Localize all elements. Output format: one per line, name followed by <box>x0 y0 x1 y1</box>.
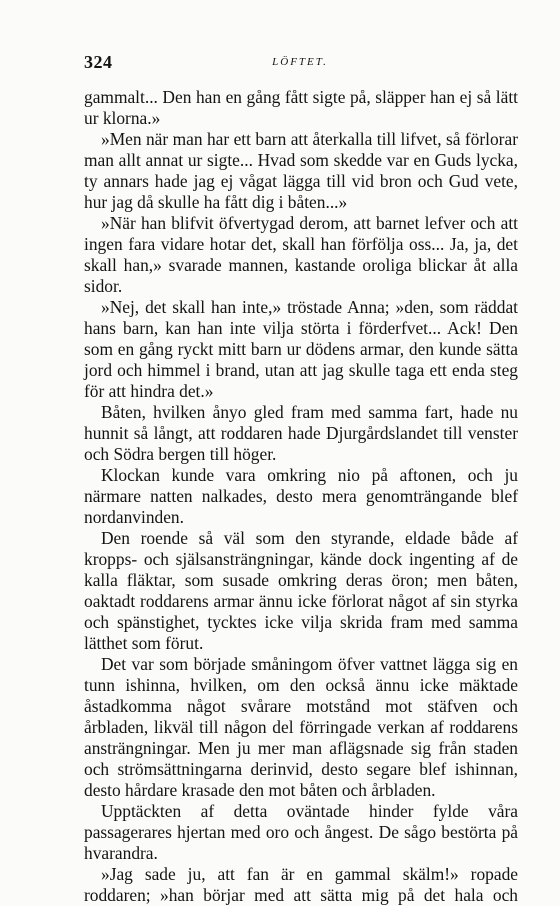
paragraph: Båten, hvilken ånyo gled fram med samma fart, hade nu hunnit så långt, att roddaren hade Djurgårdslandet till venster och Södra bergen till höger. <box>84 402 518 464</box>
paragraph: »När han blifvit öfvertygad derom, att barnet lefver och att ingen fara vidare hotar det, skall han förfölja oss... Ja, ja, det skall han,» svarade mannen, kastande oroliga blickar åt alla sidor. <box>84 213 518 296</box>
paragraph: gammalt... Den han en gång fått sigte på, släpper han ej så lätt ur klorna.» <box>84 87 518 128</box>
paragraph: »Men när man har ett barn att återkalla till lifvet, så förlorar man allt annat ur sigte... Hvad som skedde var en Guds lycka, ty annars hade jag ej vågat lägga till vid bron och Gud vete, hur jag då skulle ha fått dig i båten...» <box>84 129 518 212</box>
paragraph: Den roende så väl som den styrande, eldade både af kropps- och själsansträngningar, kände dock ingenting af de kalla fläktar, som susade omkring deras öron; men båten, oaktadt roddarens armar ännu icke förlorat något af sin styrka och spänstighet, tycktes icke vilja skrida fram med samma lätthet som förut. <box>84 528 518 653</box>
paragraph: Klockan kunde vara omkring nio på aftonen, och ju närmare natten nalkades, desto mera genomträngande blef nordanvinden. <box>84 465 518 527</box>
paragraph: »Nej, det skall han inte,» tröstade Anna; »den, som räddat hans barn, kan han inte vilja störta i förderfvet... Ack! Den som en gång ryckt mitt barn ur dödens armar, den kunde sätta jord och himmel i brand, utan att jag skulle taga ett enda steg för att hindra det.» <box>84 297 518 401</box>
paragraph: Upptäckten af detta oväntade hinder fylde våra passagerares hjertan med oro och ångest. De sågo bestörta på hvarandra. <box>84 801 518 863</box>
paragraph: Det var som började småningom öfver vattnet lägga sig en tunn ishinna, hvilken, om den också ännu icke mäktade åstadkomma något svårare motstånd mot stäfven och årbladen, likväl till någon del förringade verkan af roddarens ansträngningar. Men ju mer man aflägsnade sig från staden och strömsättningarna derinvid, desto segare blef ishinnan, desto hårdare krasade den mot båten och årbladen. <box>84 654 518 800</box>
running-title: LÖFTET. <box>272 56 328 68</box>
paragraph: »Jag sade ju, att fan är en gammal skälm!» ropade roddaren; »han börjar med att sätta mig på det hala och <box>84 864 518 905</box>
body-text <box>84 87 518 906</box>
page-header <box>84 52 516 74</box>
page-number: 324 <box>84 52 113 72</box>
